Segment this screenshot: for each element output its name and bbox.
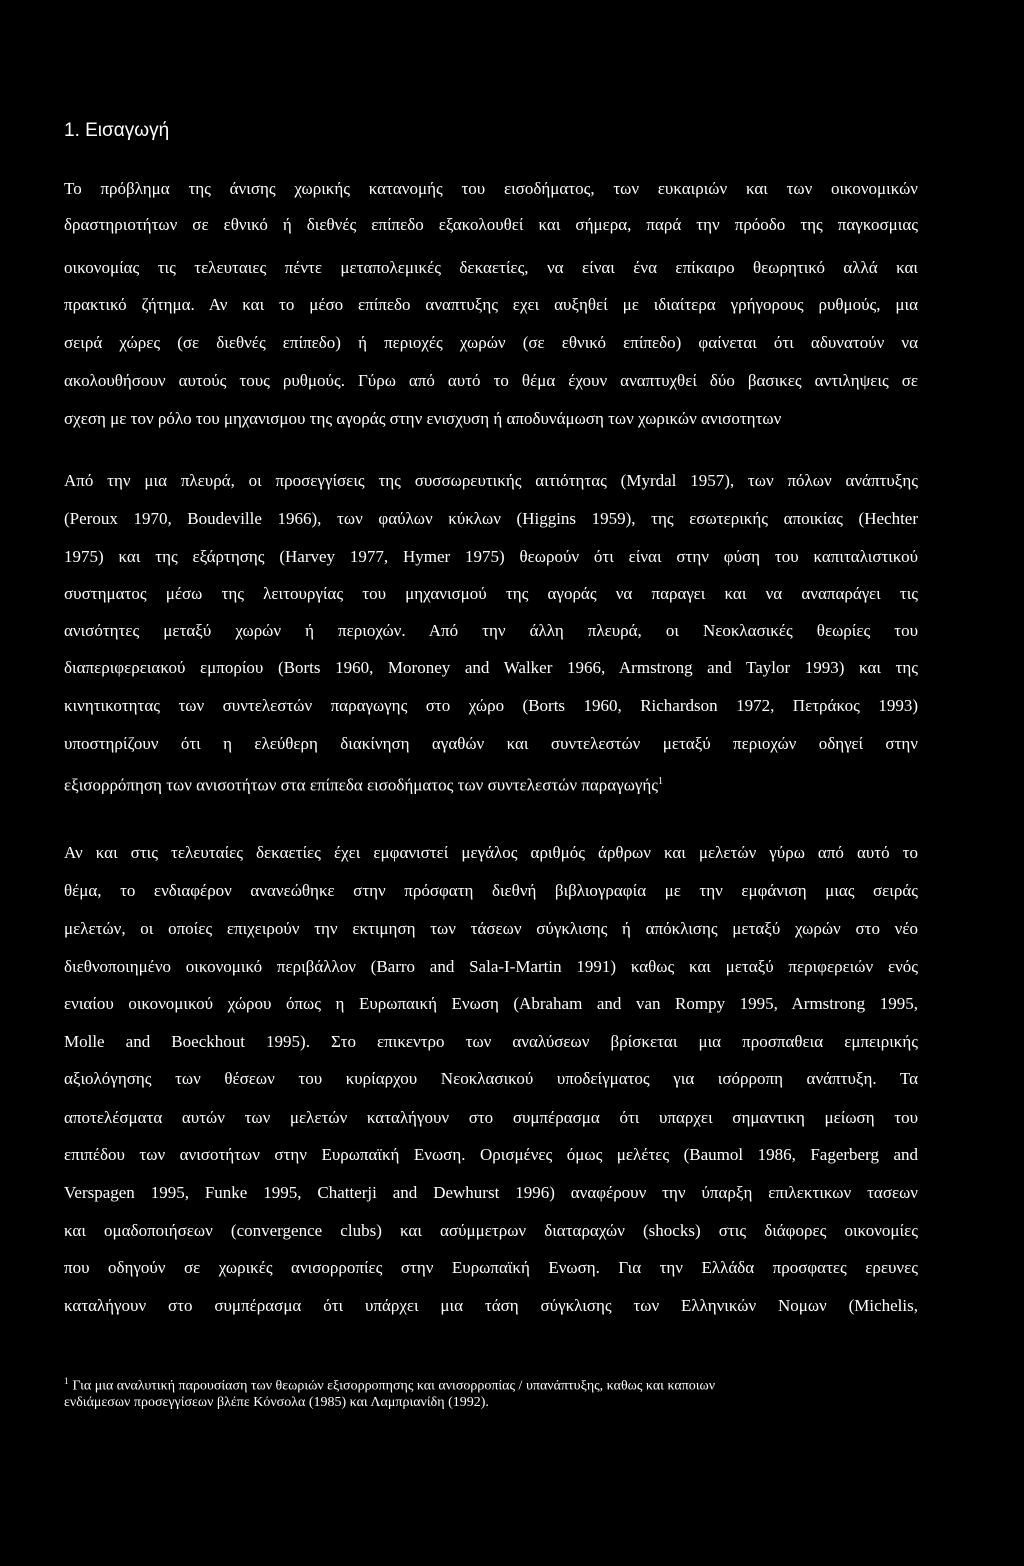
paragraph-3-line: καταλήγουν στο συμπέρασμα ότι υπάρχει μια τάση σύγκλισης των Ελληνικών Νομων (Michelis,: [64, 1296, 918, 1315]
paragraph-1-line: σειρά χώρες (σε διεθνές επίπεδο) ή περιοχές χωρών (σε εθνικό επίπεδο) φαίνεται ότι αδυνατούν να: [64, 333, 918, 352]
paragraph-3-line: και ομαδοποιήσεων (convergence clubs) και ασύμμετρων διαταραχών (shocks) στις διάφορες οικονομίες: [64, 1221, 918, 1240]
paragraph-3-line: αξιολόγησης των θέσεων του κυρίαρχου Νεοκλασικού υποδείγματος για ισόρροπη ανάπτυξη. Τα: [64, 1069, 918, 1088]
paragraph-2-line-last: [64, 771, 918, 797]
paragraph-2-line: διαπεριφερειακού εμπορίου (Borts 1960, Moroney and Walker 1966, Armstrong and Taylor 1993) και της: [64, 658, 918, 677]
section-heading: 1. Εισαγωγή: [64, 120, 170, 141]
paragraph-3-line: θέμα, το ενδιαφέρον ανανεώθηκε στην πρόσφατη διεθνή βιβλιογραφία με την εμφάνιση μιας σειράς: [64, 881, 918, 900]
paragraph-1-line: δραστηριοτήτων σε εθνικό ή διεθνές επίπεδο εξακολουθεί και σήμερα, παρά την πρόοδο της παγκοσμιας: [64, 215, 918, 234]
paragraph-1-line: σχεση με τον ρόλο του μηχανισμου της αγοράς στην ενισχυση ή αποδυνάμωση των χωρικών ανισοτητων: [64, 409, 782, 428]
paragraph-2-line: 1975) και της εξάρτησης (Harvey 1977, Hymer 1975) θεωρούν ότι είναι στην φύση του καπιταλιστικού: [64, 547, 918, 566]
paragraph-1-line: οικονομίας τις τελευταιες πέντε μεταπολεμικές δεκαετίες, να είναι ένα επίκαιρο θεωρητικό αλλά και: [64, 258, 918, 277]
paragraph-3-line: Verspagen 1995, Funke 1995, Chatterji and Dewhurst 1996) αναφέρουν την ύπαρξη επιλεκτικων τασεων: [64, 1183, 918, 1202]
paragraph-3-line: Αν και στις τελευταίες δεκαετίες έχει εμφανιστεί μεγάλος αριθμός άρθρων και μελετών γύρω από αυτό το: [64, 843, 918, 862]
paragraph-2-text: εξισορρόπηση των ανισοτήτων στα επίπεδα εισοδήματος των συντελεστών παραγωγής: [64, 775, 659, 795]
paragraph-2-line: υποστηρίζουν ότι η ελεύθερη διακίνηση αγαθών και συντελεστών μεταξύ περιοχών οδηγεί στην: [64, 734, 918, 753]
paragraph-3-line: διεθνοποιημένο οικονομικό περιβάλλον (Barro and Sala-I-Martin 1991) καθως και μεταξύ περιφερειών ενός: [64, 957, 918, 976]
paragraph-3-line: επιπέδου των ανισοτήτων στην Ευρωπαϊκή Ενωση. Ορισμένες όμως μελέτες (Baumol 1986, Fagerberg and: [64, 1145, 918, 1164]
footnote-reference: 1: [658, 776, 664, 787]
paragraph-1-line: Το πρόβλημα της άνισης χωρικής κατανομής του εισοδήματος, των ευκαιριών και των οικονομικών: [64, 179, 918, 198]
paragraph-1-line: πρακτικό ζήτημα. Αν και το μέσο επίπεδο αναπτυξης εχει αυξηθεί με ιδιαίτερα γρήγορους ρυθμούς, μια: [64, 295, 918, 314]
paragraph-3-line: αποτελέσματα αυτών των μελετών καταλήγουν στο συμπέρασμα ότι υπαρχει σημαντικη μείωση του: [64, 1108, 918, 1127]
paragraph-2-line: κινητικοτητας των συντελεστών παραγωγης στο χώρο (Borts 1960, Richardson 1972, Πετράκος 1993): [64, 696, 918, 715]
footnote-text: Για μια αναλυτική παρουσίαση των θεωριών εξισορροπησης και ανισορροπίας / υπανάπτυξης, καθως και καποιων: [72, 1378, 716, 1394]
paragraph-2-line: ανισότητες μεταξύ χωρών ή περιοχών. Από την άλλη πλευρά, οι Νεοκλασικές θεωρίες του: [64, 621, 918, 640]
paragraph-3-line: μελετών, οι οποίες επιχειρούν την εκτιμηση των τάσεων σύγκλισης ή απόκλισης μεταξύ χωρών στο νέο: [64, 919, 918, 938]
footnote-marker: 1: [64, 1376, 69, 1386]
paragraph-2-line: συστηματος μέσω της λειτουργίας του μηχανισμού της αγοράς να παραγει και να αναπαράγει τις: [64, 584, 918, 603]
paragraph-2-line: Από την μια πλευρά, οι προσεγγίσεις της συσσωρευτικής αιτιότητας (Myrdal 1957), των πόλων ανάπτυξης: [64, 471, 918, 490]
footnote-line: [64, 1372, 924, 1396]
paragraph-2-line: (Perouх 1970, Boudeville 1966), των φαύλων κύκλων (Higgins 1959), της εσωτερικής αποικίας (Hechter: [64, 509, 918, 528]
paragraph-3-line: που οδηγούν σε χωρικές ανισορροπίες στην Ευρωπαϊκή Ενωση. Για την Ελλάδα προσφατες ερευνες: [64, 1258, 918, 1277]
paragraph-3-line: ενιαίου οικονομικού χώρου όπως η Ευρωπαική Ενωση (Abraham and van Rompy 1995, Armstrong 1995,: [64, 994, 918, 1013]
paragraph-3-line: Molle and Boeckhout 1995). Στο επικεντρο των αναλύσεων βρίσκεται μια προσπαθεια εμπειρικής: [64, 1032, 918, 1051]
paragraph-1-line: ακολουθήσουν αυτούς τους ρυθμούς. Γύρω από αυτό το θέμα έχουν αναπτυχθεί δύο βασικες αντιληψεις σε: [64, 371, 918, 390]
footnote-line: ενδιάμεσων προσεγγίσεων βλέπε Κόνσολα (1985) και Λαμπριανίδη (1992).: [64, 1395, 489, 1410]
